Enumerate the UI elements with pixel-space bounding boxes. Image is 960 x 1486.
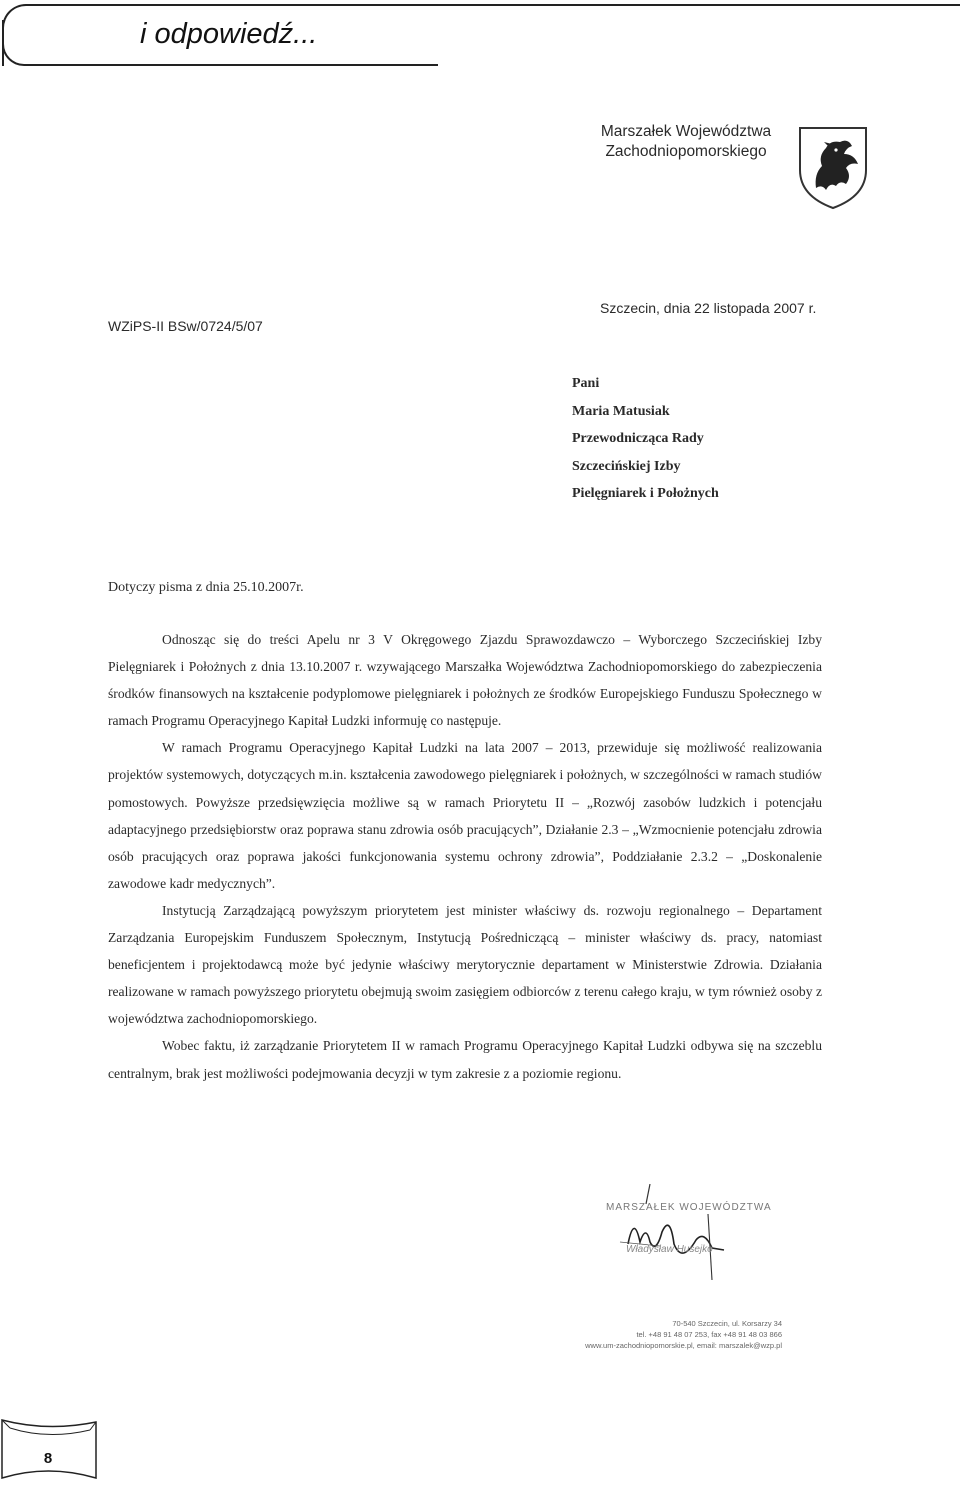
handwritten-signature: [600, 1184, 790, 1280]
recipient-line: Przewodnicząca Rady: [572, 431, 704, 446]
sender-line: Marszałek Województwa: [600, 123, 772, 140]
recipient-line: Maria Matusiak: [572, 403, 670, 419]
signature-stamp-title: MARSZAŁEK WOJEWÓDZTWA: [606, 1202, 772, 1213]
sender-line: Zachodniopomorskiego: [605, 143, 767, 160]
signature-stamp-name: Władysław Husejko: [626, 1244, 713, 1255]
body-paragraph: Odnosząc się do treści Apelu nr 3 V Okręgowego Zjazdu Sprawozdawczo – Wyborczego Szczecińskiej Izby Pielęgniarek i Położnych z dnia 13.10.2007 r. wzywającego Marszałka Województwa Zachodniopomorskiego do zabezpieczenia środków finansowych na kształcenie podyplomowe pielęgniarek i położnych ze środków Europejskiego Funduszu Społecznego w ramach Programu Operacyjnego Kapitał Ludzki informuję co następuje.: [108, 632, 822, 729]
recipient-line: Szczecińskiej Izby: [572, 458, 681, 474]
sender-block: [588, 122, 784, 162]
body-paragraph: W ramach Programu Operacyjnego Kapitał Ludzki na lata 2007 – 2013, przewiduje się możliwość realizowania projektów systemowych, dotyczących m.in. kształcenia zawodowego pielęgniarek i położnych, w szczególności w ramach studiów pomostowych. Powyższe przedsięwzięcia możliwe są w ramach Priorytetu II – „Rozwój zasobów ludzkich i potencjału adaptacyjnego przedsiębiorstw oraz poprawa stanu zdrowia osób pracujących”, Działanie 2.3 – „Wzmocnienie potencjału zdrowia osób pracujących oraz poprawa jakości funkcjonowania systemu ochrony zdrowia”, Poddziałanie 2.3.2 – „Doskonalenie zawodowe kadr medycznych”.: [108, 740, 822, 891]
reference-number: WZiPS-II BSw/0724/5/07: [108, 318, 263, 334]
footer-line: tel. +48 91 48 07 253, fax +48 91 48 03 866: [636, 1330, 782, 1339]
footer-line: www.um-zachodniopomorskie.pl, email: marszalek@wzp.pl: [585, 1341, 782, 1350]
recipient-line: Pani: [572, 376, 600, 391]
body-paragraph: Wobec faktu, iż zarządzanie Priorytetem II w ramach Programu Operacyjnego Kapitał Ludzki odbywa się na szczeblu centralnym, brak jest możliwości podejmowania decyzji w tym zakresie z a poziomie regionu.: [108, 1038, 822, 1081]
recipient-block: [572, 370, 719, 508]
page-title: i odpowiedź...: [140, 18, 318, 50]
letter-date: Szczecin, dnia 22 listopada 2007 r.: [600, 300, 817, 316]
letter-subject: Dotyczy pisma z dnia 25.10.2007r.: [108, 580, 304, 595]
recipient-line: Pielęgniarek i Położnych: [572, 486, 719, 501]
footer-address: [500, 1318, 782, 1351]
letter-body: [108, 626, 822, 1087]
page-number: 8: [43, 1450, 53, 1467]
footer-line: 70-540 Szczecin, ul. Korsarzy 34: [672, 1319, 782, 1328]
griffin-crest-icon: [796, 124, 870, 210]
body-paragraph: Instytucją Zarządzającą powyższym priorytetem jest minister właściwy ds. rozwoju regionalnego – Departament Zarządzania Europejskim Funduszem Społecznym, Instytucją Pośredniczącą – minister właściwy ds. pracy, natomiast beneficjentem i projektodawcą może być jedynie właściwy merytorycznie departament w Ministerstwie Zdrowia. Działania realizowane w ramach powyższego priorytetu obejmują swoim zasięgiem odbiorców z terenu całego kraju, w tym również osoby z województwa zachodniopomorskiego.: [108, 902, 822, 1027]
header-underline: [24, 64, 438, 66]
